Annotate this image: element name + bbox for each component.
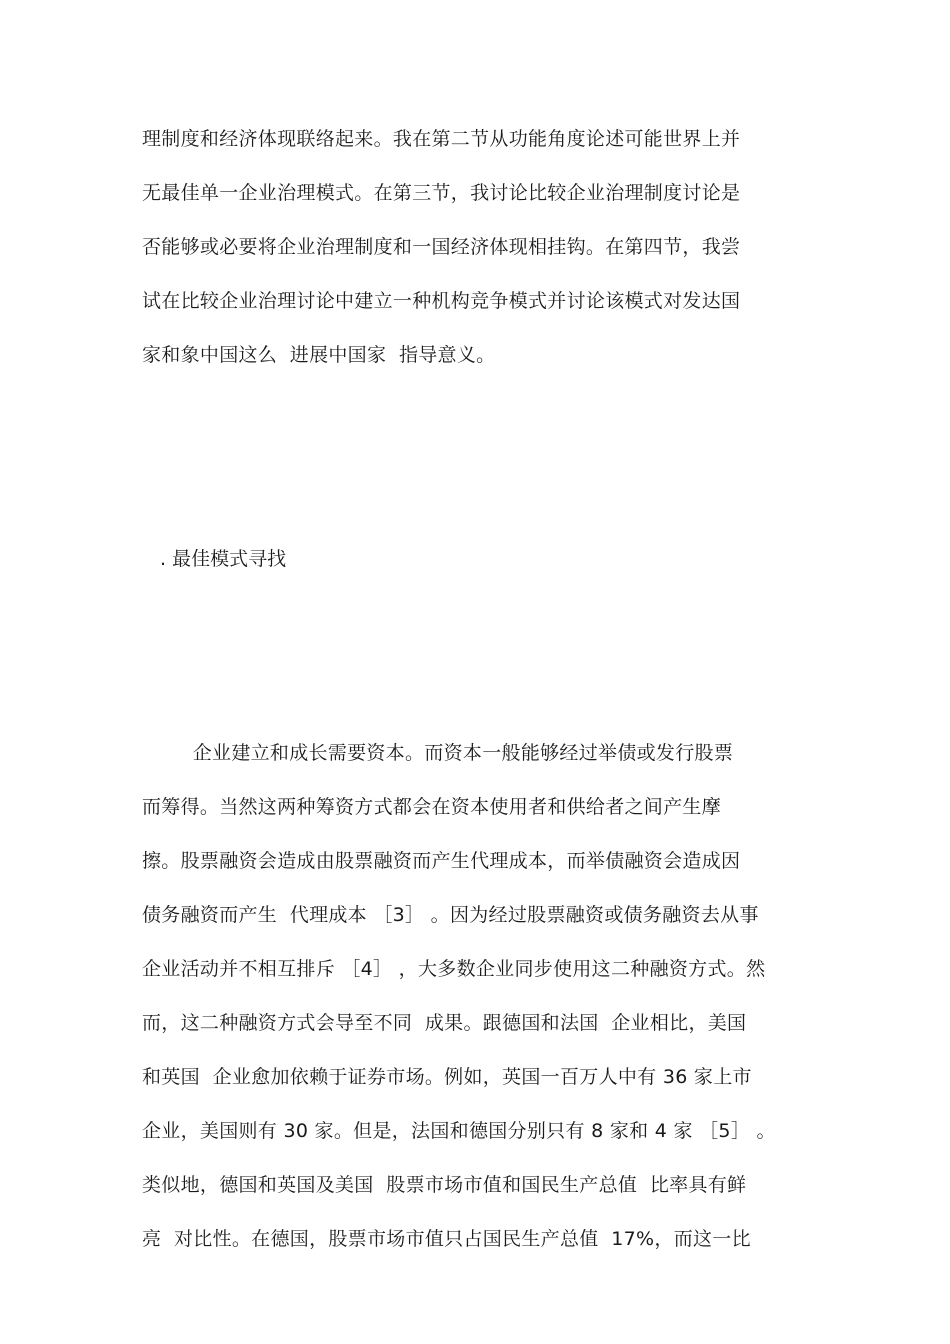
paragraph-line: 亮 对比性。在德国，股票市场市值只占国民生产总值 17%，而这一比 (142, 1228, 751, 1250)
section-heading: . 最佳模式寻找 (160, 548, 287, 570)
paragraph-line: 擦。股票融资会造成由股票融资而产生代理成本，而举债融资会造成因 (142, 850, 741, 872)
paragraph-line: 企业建立和成长需要资本。而资本一般能够经过举债或发行股票 (142, 742, 734, 764)
paragraph-line: 债务融资而产生 代理成本 ［3］ 。因为经过股票融资或债务融资去从事 (142, 904, 759, 926)
paragraph-line: 和英国 企业愈加依赖于证券市场。例如，英国一百万人中有 36 家上市 (142, 1066, 752, 1088)
paragraph-line: 企业，美国则有 30 家。但是，法国和德国分别只有 8 家和 4 家 ［5］ 。 (142, 1120, 776, 1142)
paragraph-line: 无最佳单一企业治理模式。在第三节，我讨论比较企业治理制度讨论是 (142, 182, 741, 204)
paragraph-line: 类似地，德国和英国及美国 股票市场市值和国民生产总值 比率具有鲜 (142, 1174, 747, 1196)
paragraph-line: 理制度和经济体现联络起来。我在第二节从功能角度论述可能世界上并 (142, 128, 741, 150)
paragraph-line: 企业活动并不相互排斥 ［4］ ，大多数企业同步使用这二种融资方式。然 (142, 958, 766, 980)
paragraph-line: 否能够或必要将企业治理制度和一国经济体现相挂钩。在第四节，我尝 (142, 236, 741, 258)
paragraph-line: 而，这二种融资方式会导至不同 成果。跟德国和法国 企业相比，美国 (142, 1012, 747, 1034)
paragraph-line: 而筹得。当然这两种筹资方式都会在资本使用者和供给者之间产生摩 (142, 796, 722, 818)
paragraph-line: 家和象中国这么 进展中国家 指导意义。 (142, 344, 496, 366)
paragraph-line: 试在比较企业治理讨论中建立一种机构竞争模式并讨论该模式对发达国 (142, 290, 741, 312)
